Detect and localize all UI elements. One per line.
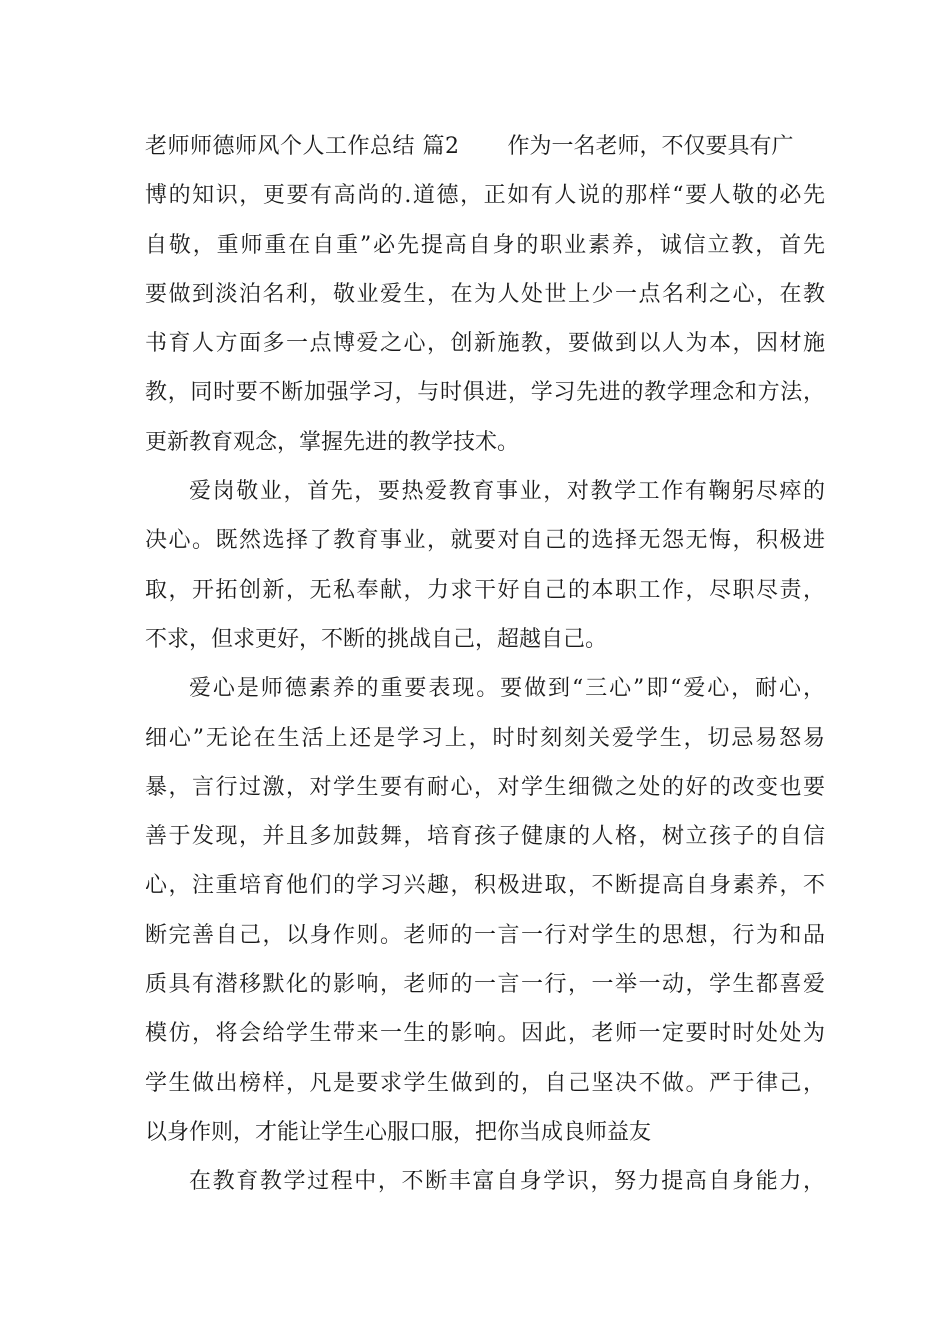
paragraph-line: 作为一名老师，不仅要具有广 [507,134,794,159]
paragraph-line: 不求，但求更好，不断的挑战自己，超越自己。 [145,626,608,652]
paragraph-4 [145,1162,825,1211]
paragraph-line: 决心。既然选择了教育事业，就要对自己的选择无怨无悔，积极进 [145,528,825,554]
document-heading: 老师师德师风个人工作总结 篇2 [145,134,460,159]
heading-line [145,127,825,176]
paragraph-line: 更新教育观念，掌握先进的教学技术。 [145,429,520,455]
paragraph-line: 学生做出榜样，凡是要求学生做到的，自己坚决不做。严于律己， [145,1070,825,1096]
paragraph-line: 细心”无论在生活上还是学习上，时时刻刻关爱学生，切忌易怒易 [145,725,825,751]
paragraph-line: 博的知识，更要有高尚的.道德，正如有人说的那样“要人敬的必先 [145,183,825,209]
paragraph-line: 在教育教学过程中，不断丰富自身学识，努力提高自身能力， [189,1169,825,1195]
paragraph-line: 自敬，重师重在自重”必先提高自身的职业素养，诚信立教，首先 [145,232,825,258]
paragraph-line: 心，注重培育他们的学习兴趣，积极进取，不断提高自身素养，不 [145,873,825,899]
paragraph-3 [145,669,825,1162]
paragraph-line: 善于发现，并且多加鼓舞，培育孩子健康的人格，树立孩子的自信 [145,824,825,850]
paragraph-line: 取，开拓创新，无私奉献，力求干好自己的本职工作，尽职尽责， [145,577,825,603]
paragraph-line: 模仿，将会给学生带来一生的影响。因此，老师一定要时时处处为 [145,1021,825,1047]
paragraph-line: 教，同时要不断加强学习，与时俱进，学习先进的教学理念和方法， [145,380,825,406]
paragraph-line: 书育人方面多一点博爱之心，创新施教，要做到以人为本，因材施 [145,331,825,357]
paragraph-1 [145,127,825,472]
paragraph-line: 暴，言行过激，对学生要有耐心，对学生细微之处的好的改变也要 [145,774,825,800]
paragraph-2 [145,472,825,669]
document-body [145,127,825,1212]
paragraph-line: 质具有潜移默化的影响，老师的一言一行，一举一动，学生都喜爱 [145,972,825,998]
paragraph-line: 以身作则，才能让学生心服口服，把你当成良师益友 [145,1119,652,1145]
paragraph-line: 爱心是师德素养的重要表现。要做到“三心”即“爱心，耐心， [189,676,825,702]
paragraph-line: 爱岗敬业，首先，要热爱教育事业，对教学工作有鞠躬尽瘁的 [189,479,825,505]
paragraph-line: 断完善自己，以身作则。老师的一言一行对学生的思想，行为和品 [145,922,825,948]
paragraph-line: 要做到淡泊名利，敬业爱生，在为人处世上少一点名利之心，在教 [145,281,825,307]
